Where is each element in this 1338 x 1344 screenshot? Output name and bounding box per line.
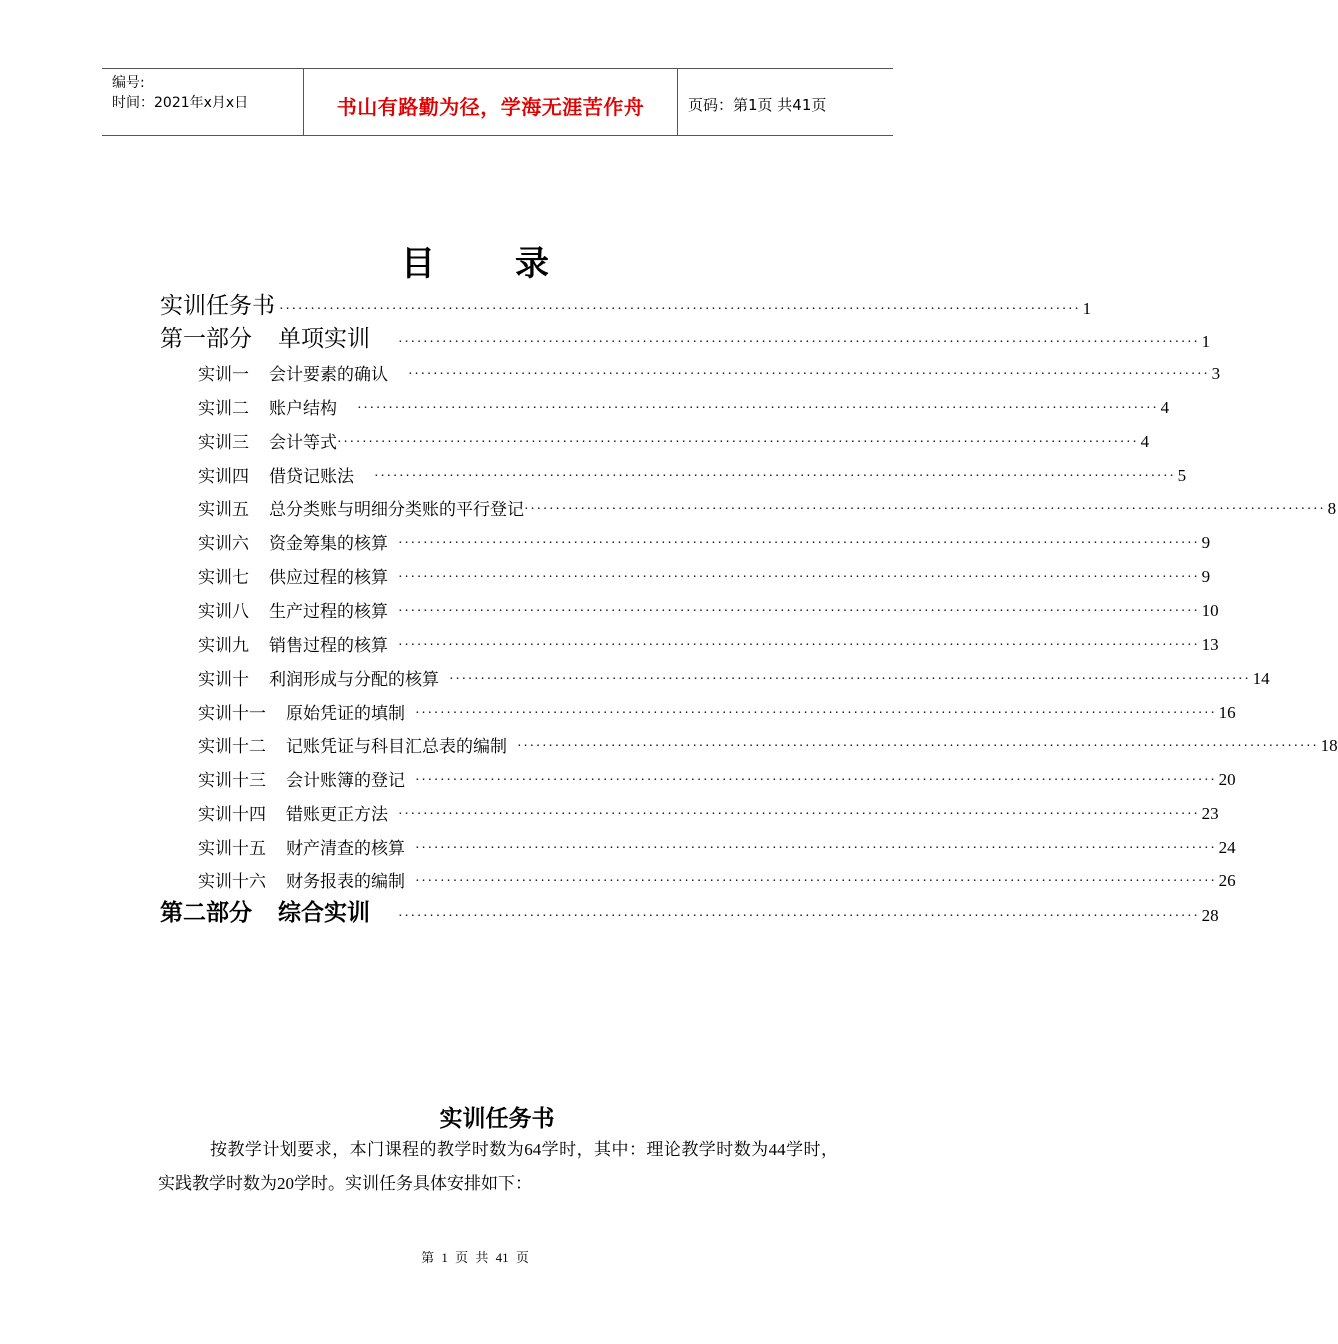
toc-entry-page: 26 [1218,871,1236,890]
document-header [102,68,893,136]
toc-entry-label: 第二部分 综合实训 [160,900,370,926]
toc-entry[interactable] [198,425,1150,453]
toc-entry-page: 1 [1201,332,1211,351]
toc-entry-label: 实训十四 错账更正方法 [198,805,388,825]
toc-entry[interactable] [198,526,1211,554]
toc-entry-page: 10 [1201,601,1219,620]
toc-leader: ································································································································ [517,739,1319,754]
toc-entry[interactable] [160,292,1092,320]
toc-title-part1: 目 [401,244,435,284]
toc-leader: ································································································································ [524,502,1326,517]
toc-entry-page: 28 [1201,906,1219,925]
toc-entry[interactable] [198,831,1236,859]
toc-leader: ································································································································ [374,469,1176,484]
toc-entry-label: 实训十五 财产清查的核算 [198,839,405,859]
toc-entry-label: 实训二 账户结构 [198,399,337,419]
section-title: 实训任务书 [439,1106,555,1132]
toc-leader: ································································································································ [408,367,1210,382]
toc-entry-label: 实训任务书 [160,293,275,319]
toc-leader: ································································································································ [398,638,1200,653]
toc-entry[interactable] [198,357,1221,385]
toc-entry-label: 实训六 资金筹集的核算 [198,534,388,554]
toc-leader: ································································································································ [398,536,1200,551]
toc-entry[interactable] [198,662,1270,690]
toc-entry-page: 13 [1201,635,1219,654]
toc-entry-label: 实训八 生产过程的核算 [198,602,388,622]
toc-entry[interactable] [198,729,1338,757]
toc-leader: ································································································································ [415,841,1217,856]
toc-entry-page: 8 [1327,499,1337,518]
toc-entry-page: 5 [1177,466,1187,485]
toc-leader: ································································································································ [398,570,1200,585]
toc-entry-label: 实训三 会计等式 [198,433,337,453]
toc-entry-page: 9 [1201,533,1211,552]
toc-entry-label: 实训十三 会计账簿的登记 [198,771,405,791]
toc-entry[interactable] [160,325,1211,353]
page-footer: 第 1 页 共 41 页 [421,1250,529,1265]
header-motto: 书山有路勤为径，学海无涯苦作舟 [336,95,645,119]
toc-entry-page: 4 [1160,398,1170,417]
toc-entry-page: 9 [1201,567,1211,586]
toc-entry-label: 实训五 总分类账与明细分类账的平行登记 [198,500,524,520]
toc-entry-page: 16 [1218,703,1236,722]
toc-entry[interactable] [198,560,1211,588]
toc-entry[interactable] [198,763,1236,791]
header-divider [677,69,678,135]
toc-entry[interactable] [198,797,1219,825]
toc-entry-page: 24 [1218,838,1236,857]
toc-leader: ································································································································ [449,672,1251,687]
time-label: 时间：2021年x月x日 [112,95,249,111]
toc-entry-label: 实训十六 财务报表的编制 [198,872,405,892]
toc-leader: ································································································································ [398,909,1200,924]
toc-entry-page: 23 [1201,804,1219,823]
toc-leader: ································································································································ [357,401,1159,416]
toc-entry[interactable] [198,391,1170,419]
serial-label: 编号: [112,75,145,91]
toc-leader: ································································································································ [415,874,1217,889]
toc-title-part2: 录 [515,244,549,284]
toc-entry[interactable] [198,628,1219,656]
toc-entry-label: 实训十一 原始凭证的填制 [198,704,405,724]
header-page-info: 页码：第1页 共41页 [688,96,827,114]
toc-leader: ································································································································ [398,604,1200,619]
toc-entry-page: 3 [1211,364,1221,383]
toc-entry-label: 实训十 利润形成与分配的核算 [198,670,439,690]
toc-leader: ································································································································ [337,435,1139,450]
toc-entry-label: 第一部分 单项实训 [160,326,370,352]
toc-entry[interactable] [198,594,1219,622]
toc-entry-page: 1 [1082,299,1092,318]
toc-entry-label: 实训一 会计要素的确认 [198,365,388,385]
toc-entry-page: 18 [1320,736,1338,755]
toc-entry[interactable] [198,492,1337,520]
toc-entry-page: 4 [1140,432,1150,451]
toc-entry[interactable] [198,696,1236,724]
toc-leader: ································································································································ [398,335,1200,350]
toc-entry-label: 实训九 销售过程的核算 [198,636,388,656]
toc-leader: ································································································································ [415,706,1217,721]
toc-leader: ································································································································ [279,302,1081,317]
toc-entry[interactable] [160,899,1219,927]
header-left-cell [112,73,248,113]
toc-entry-page: 14 [1252,669,1270,688]
toc-entry-label: 实训十二 记账凭证与科目汇总表的编制 [198,737,507,757]
toc-title [0,236,950,285]
toc-entry-label: 实训四 借贷记账法 [198,467,354,487]
toc-entry[interactable] [198,459,1187,487]
toc-entry[interactable] [198,864,1236,892]
toc-leader: ································································································································ [398,807,1200,822]
section-paragraph: 按教学计划要求，本门课程的教学时数为64学时，其中：理论教学时数为44学时，实践教学时数为20学时。实训任务具体安排如下： [158,1140,838,1193]
toc-entry-page: 20 [1218,770,1236,789]
toc-entry-label: 实训七 供应过程的核算 [198,568,388,588]
toc-leader: ································································································································ [415,773,1217,788]
